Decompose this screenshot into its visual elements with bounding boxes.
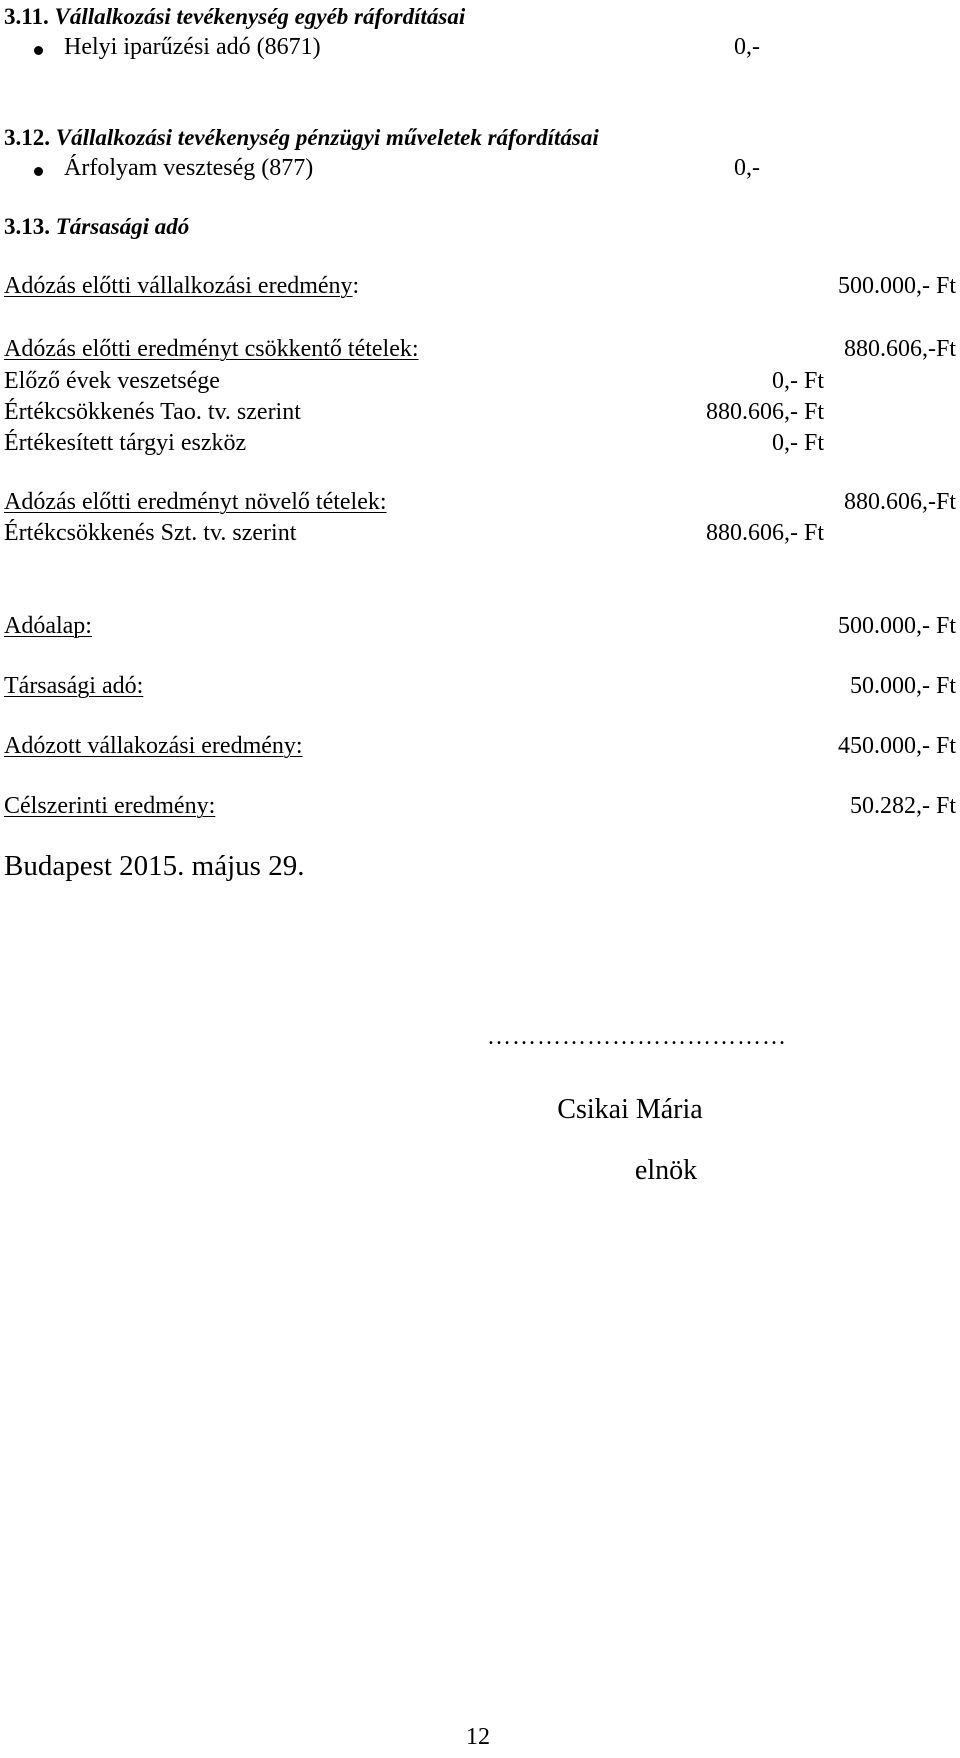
tax-base-label: Adóalap:: [4, 613, 92, 639]
decrease-item-value: 880.606,- Ft: [705, 399, 824, 425]
item-value: 0,-: [734, 34, 760, 60]
section-title: Vállalkozási tevékenység pénzügyi műveletek ráfordításai: [55, 125, 599, 150]
section-title: Társasági adó: [55, 214, 190, 239]
section-title: Vállalkozási tevékenység egyéb ráfordításai: [54, 4, 466, 29]
increase-items-total: 880.606,-Ft: [843, 489, 956, 515]
item-label: Helyi iparűzési adó (8671): [64, 34, 321, 60]
signature-line: ………………………………: [487, 1024, 787, 1050]
decrease-items-heading: Adózás előtti eredményt csökkentő tételek:: [4, 336, 419, 362]
item-label: Árfolyam veszteség (877): [64, 155, 314, 181]
decrease-item-label: Értékcsökkenés Tao. tv. szerint: [4, 399, 301, 425]
bullet-icon: [34, 46, 43, 55]
pretax-result-row: [4, 273, 359, 300]
pretax-result-value: 500.000,- Ft: [837, 273, 956, 299]
section-number: 3.12.: [4, 125, 50, 150]
corporate-tax-label: Társasági adó:: [4, 673, 144, 699]
decrease-item-label: Értékesített tárgyi eszköz: [4, 430, 247, 456]
increase-item-value: 880.606,- Ft: [705, 520, 824, 546]
section-3-11-heading: [4, 4, 465, 30]
purpose-result-value: 50.282,- Ft: [849, 793, 956, 819]
pretax-result-colon: :: [352, 273, 360, 299]
section-3-13-heading: [4, 214, 189, 240]
purpose-result-label: Célszerinti eredmény:: [4, 793, 216, 819]
increase-item-label: Értékcsökkenés Szt. tv. szerint: [4, 520, 297, 546]
place-and-date: Budapest 2015. május 29.: [4, 850, 305, 882]
after-tax-result-value: 450.000,- Ft: [837, 733, 956, 759]
item-value: 0,-: [734, 155, 760, 181]
signer-name: Csikai Mária: [557, 1094, 703, 1125]
increase-items-heading: Adózás előtti eredményt növelő tételek:: [4, 489, 387, 515]
decrease-item-label: Előző évek veszetsége: [4, 368, 220, 394]
decrease-item-value: 0,- Ft: [771, 368, 824, 394]
after-tax-result-label: Adózott vállakozási eredmény:: [4, 733, 303, 759]
bullet-icon: [34, 167, 43, 176]
decrease-items-total: 880.606,-Ft: [843, 336, 956, 362]
decrease-item-value: 0,- Ft: [771, 430, 824, 456]
corporate-tax-value: 50.000,- Ft: [849, 673, 956, 699]
signer-title: elnök: [634, 1155, 698, 1186]
section-number: 3.13.: [4, 214, 50, 239]
section-3-12-heading: [4, 125, 599, 151]
pretax-result-label: Adózás előtti vállalkozási eredmény: [4, 273, 353, 299]
tax-base-value: 500.000,- Ft: [837, 613, 956, 639]
section-number: 3.11.: [4, 4, 49, 29]
page-number: 12: [466, 1724, 490, 1750]
